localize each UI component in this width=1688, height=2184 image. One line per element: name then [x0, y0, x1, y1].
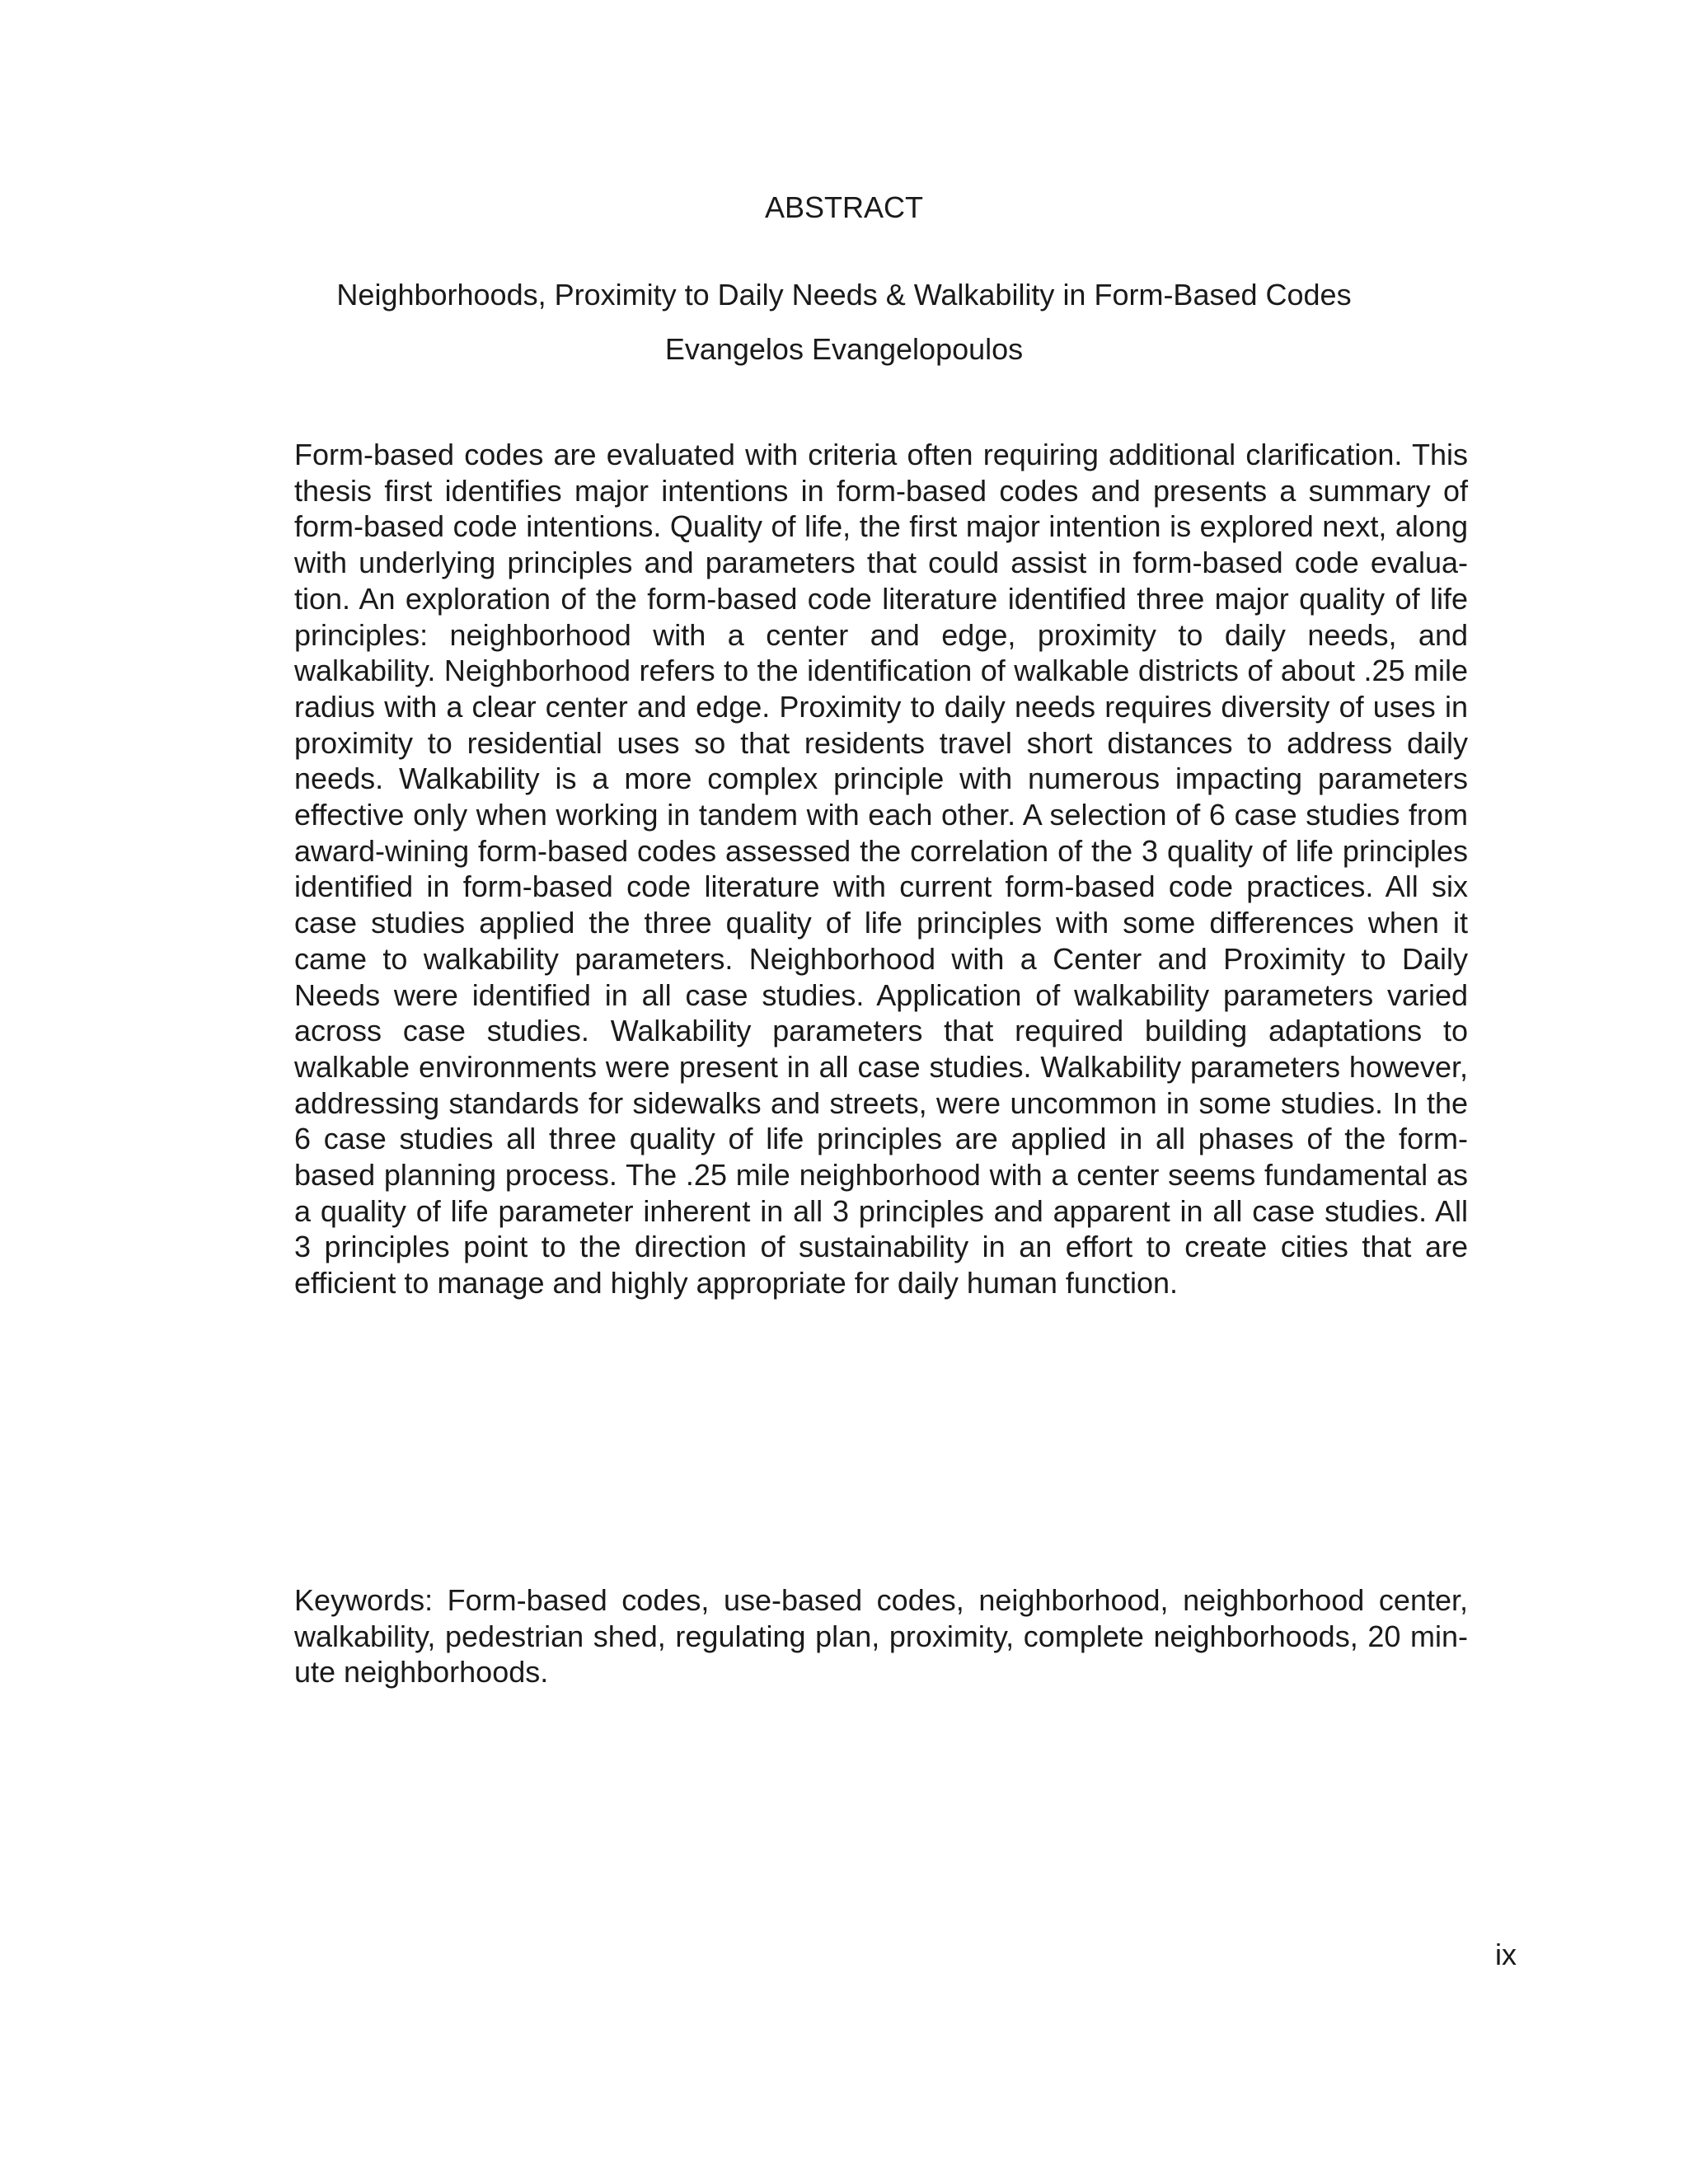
page-number: ix [1495, 1938, 1517, 1971]
thesis-title: Neighborhoods, Proximity to Daily Needs & Walkability in Form-Based Codes [336, 278, 1352, 312]
author-name: Evangelos Evangelopoulos [664, 332, 1024, 366]
keywords-paragraph: Keywords: Form-based codes, use-based codes, neighborhood, neighborhood center, walkability, pedestrian shed, regulating plan, proximity, complete neighborhoods, 20 minute neighborhoods. [294, 1583, 1468, 1690]
abstract-heading: ABSTRACT [764, 190, 924, 224]
abstract-body: Form-based codes are evaluated with criteria often requiring additional clarification. This thesis first identifies major intentions in form-based codes and presents a summary of form-based code intentions. Quality of life, the first major intention is explored next, along with underlying principles and parameters that could assist in form-based code evaluation. An exploration of the form-based code literature identified three major quality of life principles: neighborhood with a center and edge, proximity to daily needs, and walkability. Neighborhood refers to the identification of walkable districts of about .25 mile radius with a clear center and edge. Proximity to daily needs requires diversity of uses in proximity to residential uses so that residents travel short distances to address daily needs. Walkability is a more complex principle with numerous impacting parameters effective only when working in tandem with each other. A selection of 6 case studies from award-wining form-based codes assessed the correlation of the 3 quality of life principles identified in form-based code literature with current form-based code practices. All six case studies applied the three quality of life principles with some differences when it came to walkability parameters. Neighborhood with a Center and Proximity to Daily Needs were identified in all case studies. Application of walkability parameters varied across case studies. Walkability parameters that required building adaptations to walkable environments were present in all case studies. Walkability parameters however, addressing standards for sidewalks and streets, were uncommon in some studies. In the 6 case studies all three quality of life principles are applied in all phases of the form-based planning process. The .25 mile neighborhood with a center seems fundamental as a quality of life parameter inherent in all 3 principles and apparent in all case studies. All 3 principles point to the direction of sustainability in an effort to create cities that are efficient to manage and highly appropriate for daily human function. [294, 438, 1468, 1301]
